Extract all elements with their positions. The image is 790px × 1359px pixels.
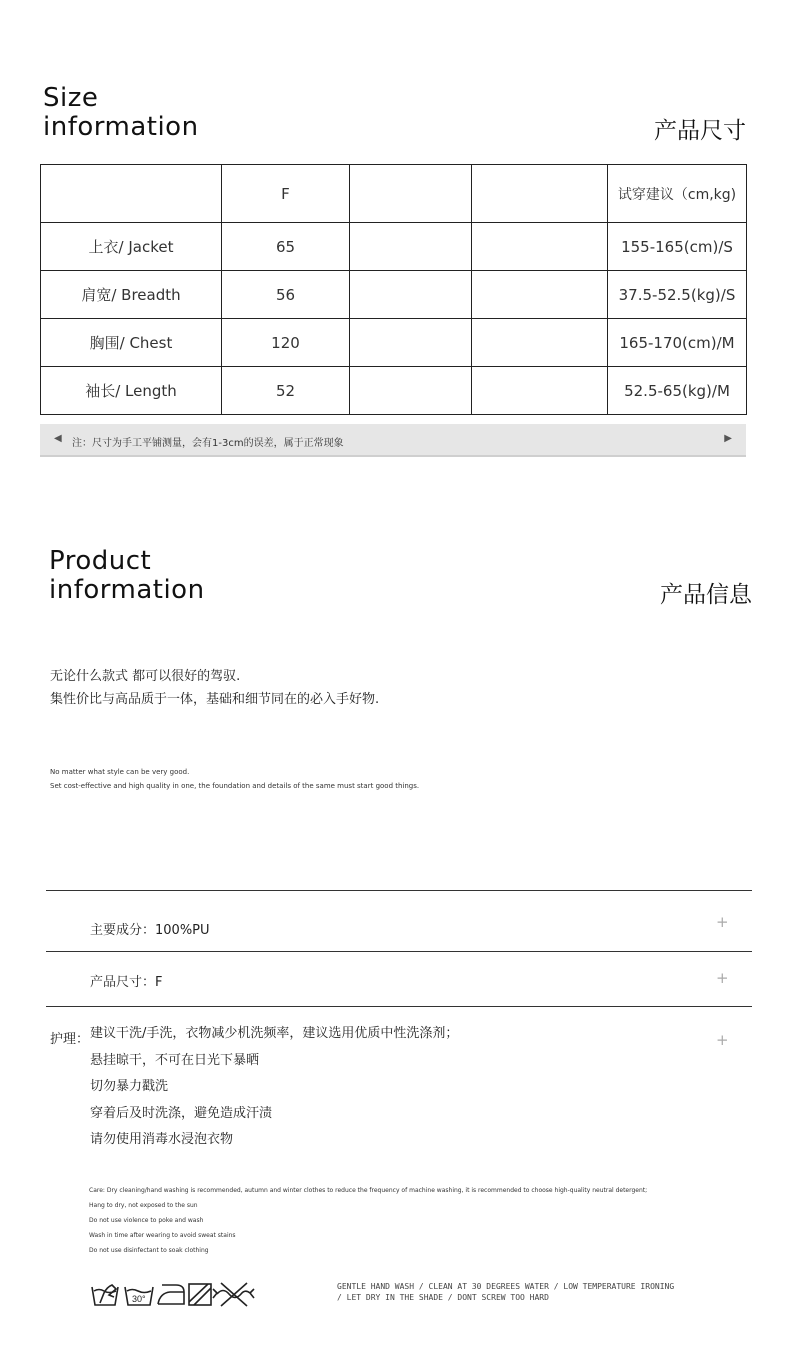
care-en-line: Do not use disinfectant to soak clothing <box>89 1247 209 1254</box>
wash-text-line1: GENTLE HAND WASH / CLEAN AT 30 DEGREES WATER / LOW TEMPERATURE IRONING <box>337 1282 675 1291</box>
table-row <box>41 319 747 367</box>
table-cell <box>472 319 608 367</box>
triangle-right-icon[interactable]: ▶ <box>724 433 732 444</box>
product-title-zh: 产品信息 <box>660 582 752 608</box>
product-title-en-line1: Product <box>49 546 152 576</box>
table-cell: 肩宽/ Breadth <box>41 271 222 319</box>
table-cell: 65 <box>222 223 350 271</box>
shade-dry-icon <box>189 1284 211 1305</box>
size-title-en-line2: information <box>43 112 199 142</box>
desc-en-line: No matter what style can be very good. <box>50 768 190 776</box>
table-cell: 165-170(cm)/M <box>608 319 747 367</box>
wash-temp-label: 30° <box>132 1294 146 1304</box>
size-title-zh: 产品尺寸 <box>654 118 746 144</box>
table-cell <box>472 367 608 415</box>
header-cell <box>41 165 222 223</box>
table-cell <box>350 223 472 271</box>
care-zh-line: 切勿暴力戳洗 <box>90 1079 169 1094</box>
table-cell <box>350 271 472 319</box>
care-instructions-en <box>89 1183 647 1258</box>
header-cell: F <box>222 165 350 223</box>
divider <box>46 1006 752 1007</box>
divider <box>46 890 752 891</box>
table-cell: 胸围/ Chest <box>41 319 222 367</box>
care-en-line: Do not use violence to poke and wash <box>89 1217 204 1224</box>
care-label: 护理： <box>50 1032 90 1047</box>
product-title-en-line2: information <box>49 575 205 605</box>
horizontal-scrollbar[interactable] <box>40 424 746 457</box>
table-row <box>41 223 747 271</box>
desc-zh-line: 无论什么款式 都可以很好的驾驭. <box>50 669 241 684</box>
table-cell <box>350 367 472 415</box>
triangle-left-icon[interactable]: ◀ <box>54 433 62 444</box>
header-cell: 试穿建议（cm,kg) <box>608 165 747 223</box>
table-cell: 155-165(cm)/S <box>608 223 747 271</box>
size-title-en-line1: Size <box>43 83 99 113</box>
table-cell: 56 <box>222 271 350 319</box>
table-cell: 120 <box>222 319 350 367</box>
care-en-line: Wash in time after wearing to avoid sweat stains <box>89 1232 236 1239</box>
product-desc-zh <box>50 665 379 711</box>
table-row <box>41 367 747 415</box>
table-cell: 袖长/ Length <box>41 367 222 415</box>
care-en-line: Hang to dry, not exposed to the sun <box>89 1202 198 1209</box>
product-desc-en <box>50 765 419 793</box>
desc-en-line: Set cost-effective and high quality in one, the foundation and details of the same must start good things. <box>50 782 420 790</box>
no-wring-icon <box>213 1283 254 1306</box>
care-zh-line: 建议干洗/手洗，衣物减少机洗频率，建议选用优质中性洗涤剂； <box>90 1026 459 1041</box>
table-cell: 37.5-52.5(kg)/S <box>608 271 747 319</box>
hand-wash-icon <box>92 1285 118 1305</box>
scroll-note: 注：尺寸为手工平铺测量，会有1-3cm的误差，属于正常现象 <box>72 438 344 449</box>
table-cell: 上衣/ Jacket <box>41 223 222 271</box>
care-zh-line: 穿着后及时洗涤，避免造成汗渍 <box>90 1105 273 1121</box>
care-instructions-zh <box>90 1021 458 1154</box>
plus-icon[interactable]: + <box>716 913 729 931</box>
table-cell: 52.5-65(kg)/M <box>608 367 747 415</box>
size-table <box>40 164 747 415</box>
material-label: 主要成分：100%PU <box>90 923 210 938</box>
low-iron-icon <box>158 1285 184 1304</box>
header-cell <box>350 165 472 223</box>
wash-icons <box>90 1279 255 1309</box>
table-cell <box>472 271 608 319</box>
divider <box>46 951 752 952</box>
table-cell: 52 <box>222 367 350 415</box>
header-cell <box>472 165 608 223</box>
wash-text-line2: / LET DRY IN THE SHADE / DONT SCREW TOO HARD <box>337 1293 549 1302</box>
size-label: 产品尺寸：F <box>90 975 163 990</box>
size-table-header <box>41 165 747 223</box>
table-cell <box>350 319 472 367</box>
plus-icon[interactable]: + <box>716 969 729 987</box>
care-zh-line: 悬挂晾干，不可在日光下暴晒 <box>90 1052 260 1068</box>
plus-icon[interactable]: + <box>716 1031 729 1049</box>
care-en-line: Care: Dry cleaning/hand washing is recommended, autumn and winter clothes to reduce the frequency of machine washing, it is recommended to choose high-quality neutral detergent; <box>89 1187 648 1194</box>
desc-zh-line: 集性价比与高品质于一体，基础和细节同在的必入手好物. <box>50 692 380 707</box>
table-row <box>41 271 747 319</box>
size-title-en <box>43 84 199 142</box>
table-cell <box>472 223 608 271</box>
care-zh-line: 请勿使用消毒水浸泡衣物 <box>90 1132 234 1147</box>
wash-instructions-text <box>337 1281 674 1303</box>
product-title-en <box>49 547 205 605</box>
wash-30-icon <box>125 1287 153 1305</box>
